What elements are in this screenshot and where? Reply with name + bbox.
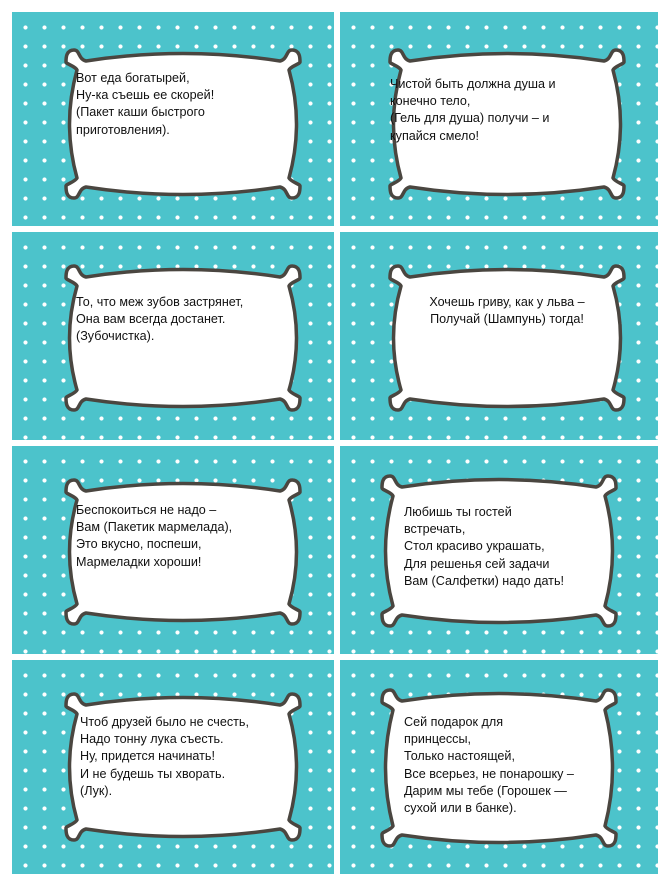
gift-card-toothpick [12, 232, 334, 440]
verse-line: Вам (Пакетик мармелада), [76, 520, 233, 535]
card-verse [404, 504, 564, 590]
verse-line: Надо тонну лука съесть. [80, 732, 224, 747]
verse-line: конечно тело, [390, 94, 471, 109]
verse-line: (Пакет каши быстрого [76, 105, 205, 120]
gift-card-onion [12, 660, 334, 874]
verse-line: Сей подарок для [404, 715, 504, 729]
gift-card-porridge [12, 12, 334, 226]
verse-line: приготовления). [76, 122, 170, 137]
verse-line: Ну-ка съешь ее скорей! [76, 88, 215, 103]
verse-line: И не будешь ты хворать. [80, 766, 226, 781]
verse-line: (Гель для душа) получи – и [390, 111, 550, 126]
verse-line: Все всерьез, не понарошку – [404, 766, 574, 781]
verse-line: купайся смело! [390, 128, 479, 143]
verse-line: Любишь ты гостей [404, 505, 512, 519]
verse-line: Только настоящей, [404, 749, 515, 764]
card-verse [76, 502, 232, 571]
gift-card-marmalade [12, 446, 334, 654]
card-verse [394, 294, 620, 328]
verse-line: Мармеладки хороши! [76, 554, 202, 569]
card-verse [76, 70, 214, 139]
verse-line: То, что меж зубов застрянет, [76, 295, 244, 309]
verse-line: Это вкусно, поспеши, [76, 537, 202, 552]
verse-line: Хочешь гриву, как у льва – [429, 295, 585, 309]
verse-line: (Зубочистка). [76, 329, 155, 344]
verse-line: Для решенья сей задачи [404, 556, 550, 571]
gift-card-peas [340, 660, 658, 874]
gift-card-shower-gel [340, 12, 658, 226]
verse-line: сухой или в банке). [404, 801, 517, 816]
card-verse [404, 714, 574, 817]
verse-line: Вам (Салфетки) надо дать! [404, 573, 565, 588]
verse-line: принцессы, [404, 732, 472, 747]
verse-line: Чтоб друзей было не счесть, [80, 715, 249, 729]
verse-line: Чистой быть должна душа и [390, 77, 556, 91]
verse-line: Дарим мы тебе (Горошек — [404, 783, 567, 798]
gift-card-napkins [340, 446, 658, 654]
verse-line: (Лук). [80, 783, 113, 798]
card-verse [76, 294, 243, 346]
verse-line: Вот еда богатырей, [76, 71, 190, 85]
card-verse [80, 714, 249, 800]
gift-card-shampoo [340, 232, 658, 440]
verse-line: Ну, придется начинать! [80, 749, 215, 764]
frame-outline [390, 266, 624, 410]
verse-line: Получай (Шампунь) тогда! [430, 312, 584, 327]
verse-line: Она вам всегда достанет. [76, 312, 226, 327]
verse-line: встречать, [404, 522, 466, 537]
card-verse [390, 76, 556, 145]
verse-line: Стол красиво украшать, [404, 539, 545, 554]
verse-line: Беспокоиться не надо – [76, 503, 217, 517]
card-frame [384, 260, 630, 416]
